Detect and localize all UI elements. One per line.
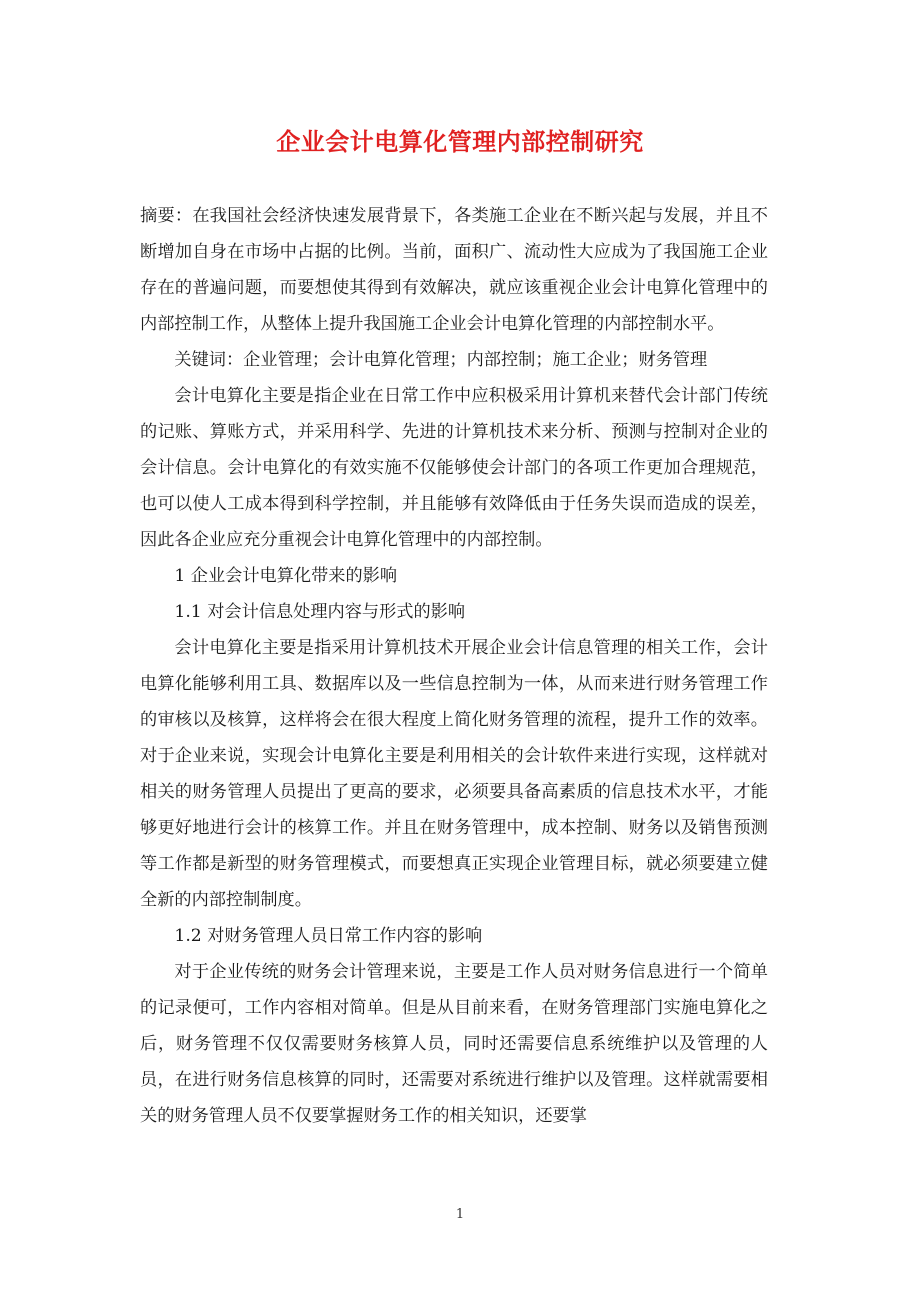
abstract-paragraph: 摘要：在我国社会经济快速发展背景下，各类施工企业在不断兴起与发展，并且不断增加自身在市场中占据的比例。当前，面积广、流动性大应成为了我国施工企业存在的普遍问题，而要想使其得到有效解决，就应该重视企业会计电算化管理中的内部控制工作，从整体上提升我国施工企业会计电算化管理的内部控制水平。 bbox=[140, 206, 768, 334]
document-body bbox=[140, 198, 768, 1134]
body-paragraph: 会计电算化主要是指采用计算机技术开展企业会计信息管理的相关工作，会计电算化能够利用工具、数据库以及一些信息控制为一体，从而来进行财务管理工作的审核以及核算，这样将会在很大程度上简化财务管理的流程，提升工作的效率。对于企业来说，实现会计电算化主要是利用相关的会计软件来进行实现，这样就对相关的财务管理人员提出了更高的要求，必须要具备高素质的信息技术水平，才能够更好地进行会计的核算工作。并且在财务管理中，成本控制、财务以及销售预测等工作都是新型的财务管理模式，而要想真正实现企业管理目标，就必须要建立健全新的内部控制制度。 bbox=[140, 638, 768, 910]
body-paragraph: 对于企业传统的财务会计管理来说，主要是工作人员对财务信息进行一个简单的记录便可，工作内容相对简单。但是从目前来看，在财务管理部门实施电算化之后，财务管理不仅仅需要财务核算人员，同时还需要信息系统维护以及管理的人员，在进行财务信息核算的同时，还需要对系统进行维护以及管理。这样就需要相关的财务管理人员不仅要掌握财务工作的相关知识，还要掌 bbox=[140, 962, 768, 1126]
subsection-heading-1-1: 1.1 对会计信息处理内容与形式的影响 bbox=[174, 602, 466, 622]
keywords-paragraph: 关键词：企业管理；会计电算化管理；内部控制；施工企业；财务管理 bbox=[174, 350, 708, 370]
subsection-heading-1-2: 1.2 对财务管理人员日常工作内容的影响 bbox=[174, 926, 483, 946]
document-title: 企业会计电算化管理内部控制研究 bbox=[276, 127, 644, 156]
section-heading-1: 1 企业会计电算化带来的影响 bbox=[174, 566, 398, 586]
intro-paragraph: 会计电算化主要是指企业在日常工作中应积极采用计算机来替代会计部门传统的记账、算账方式，并采用科学、先进的计算机技术来分析、预测与控制对企业的会计信息。会计电算化的有效实施不仅能够使会计部门的各项工作更加合理规范，也可以使人工成本得到科学控制，并且能够有效降低由于任务失误而造成的误差，因此各企业应充分重视会计电算化管理中的内部控制。 bbox=[140, 386, 768, 550]
page-number: 1 bbox=[455, 1207, 465, 1222]
